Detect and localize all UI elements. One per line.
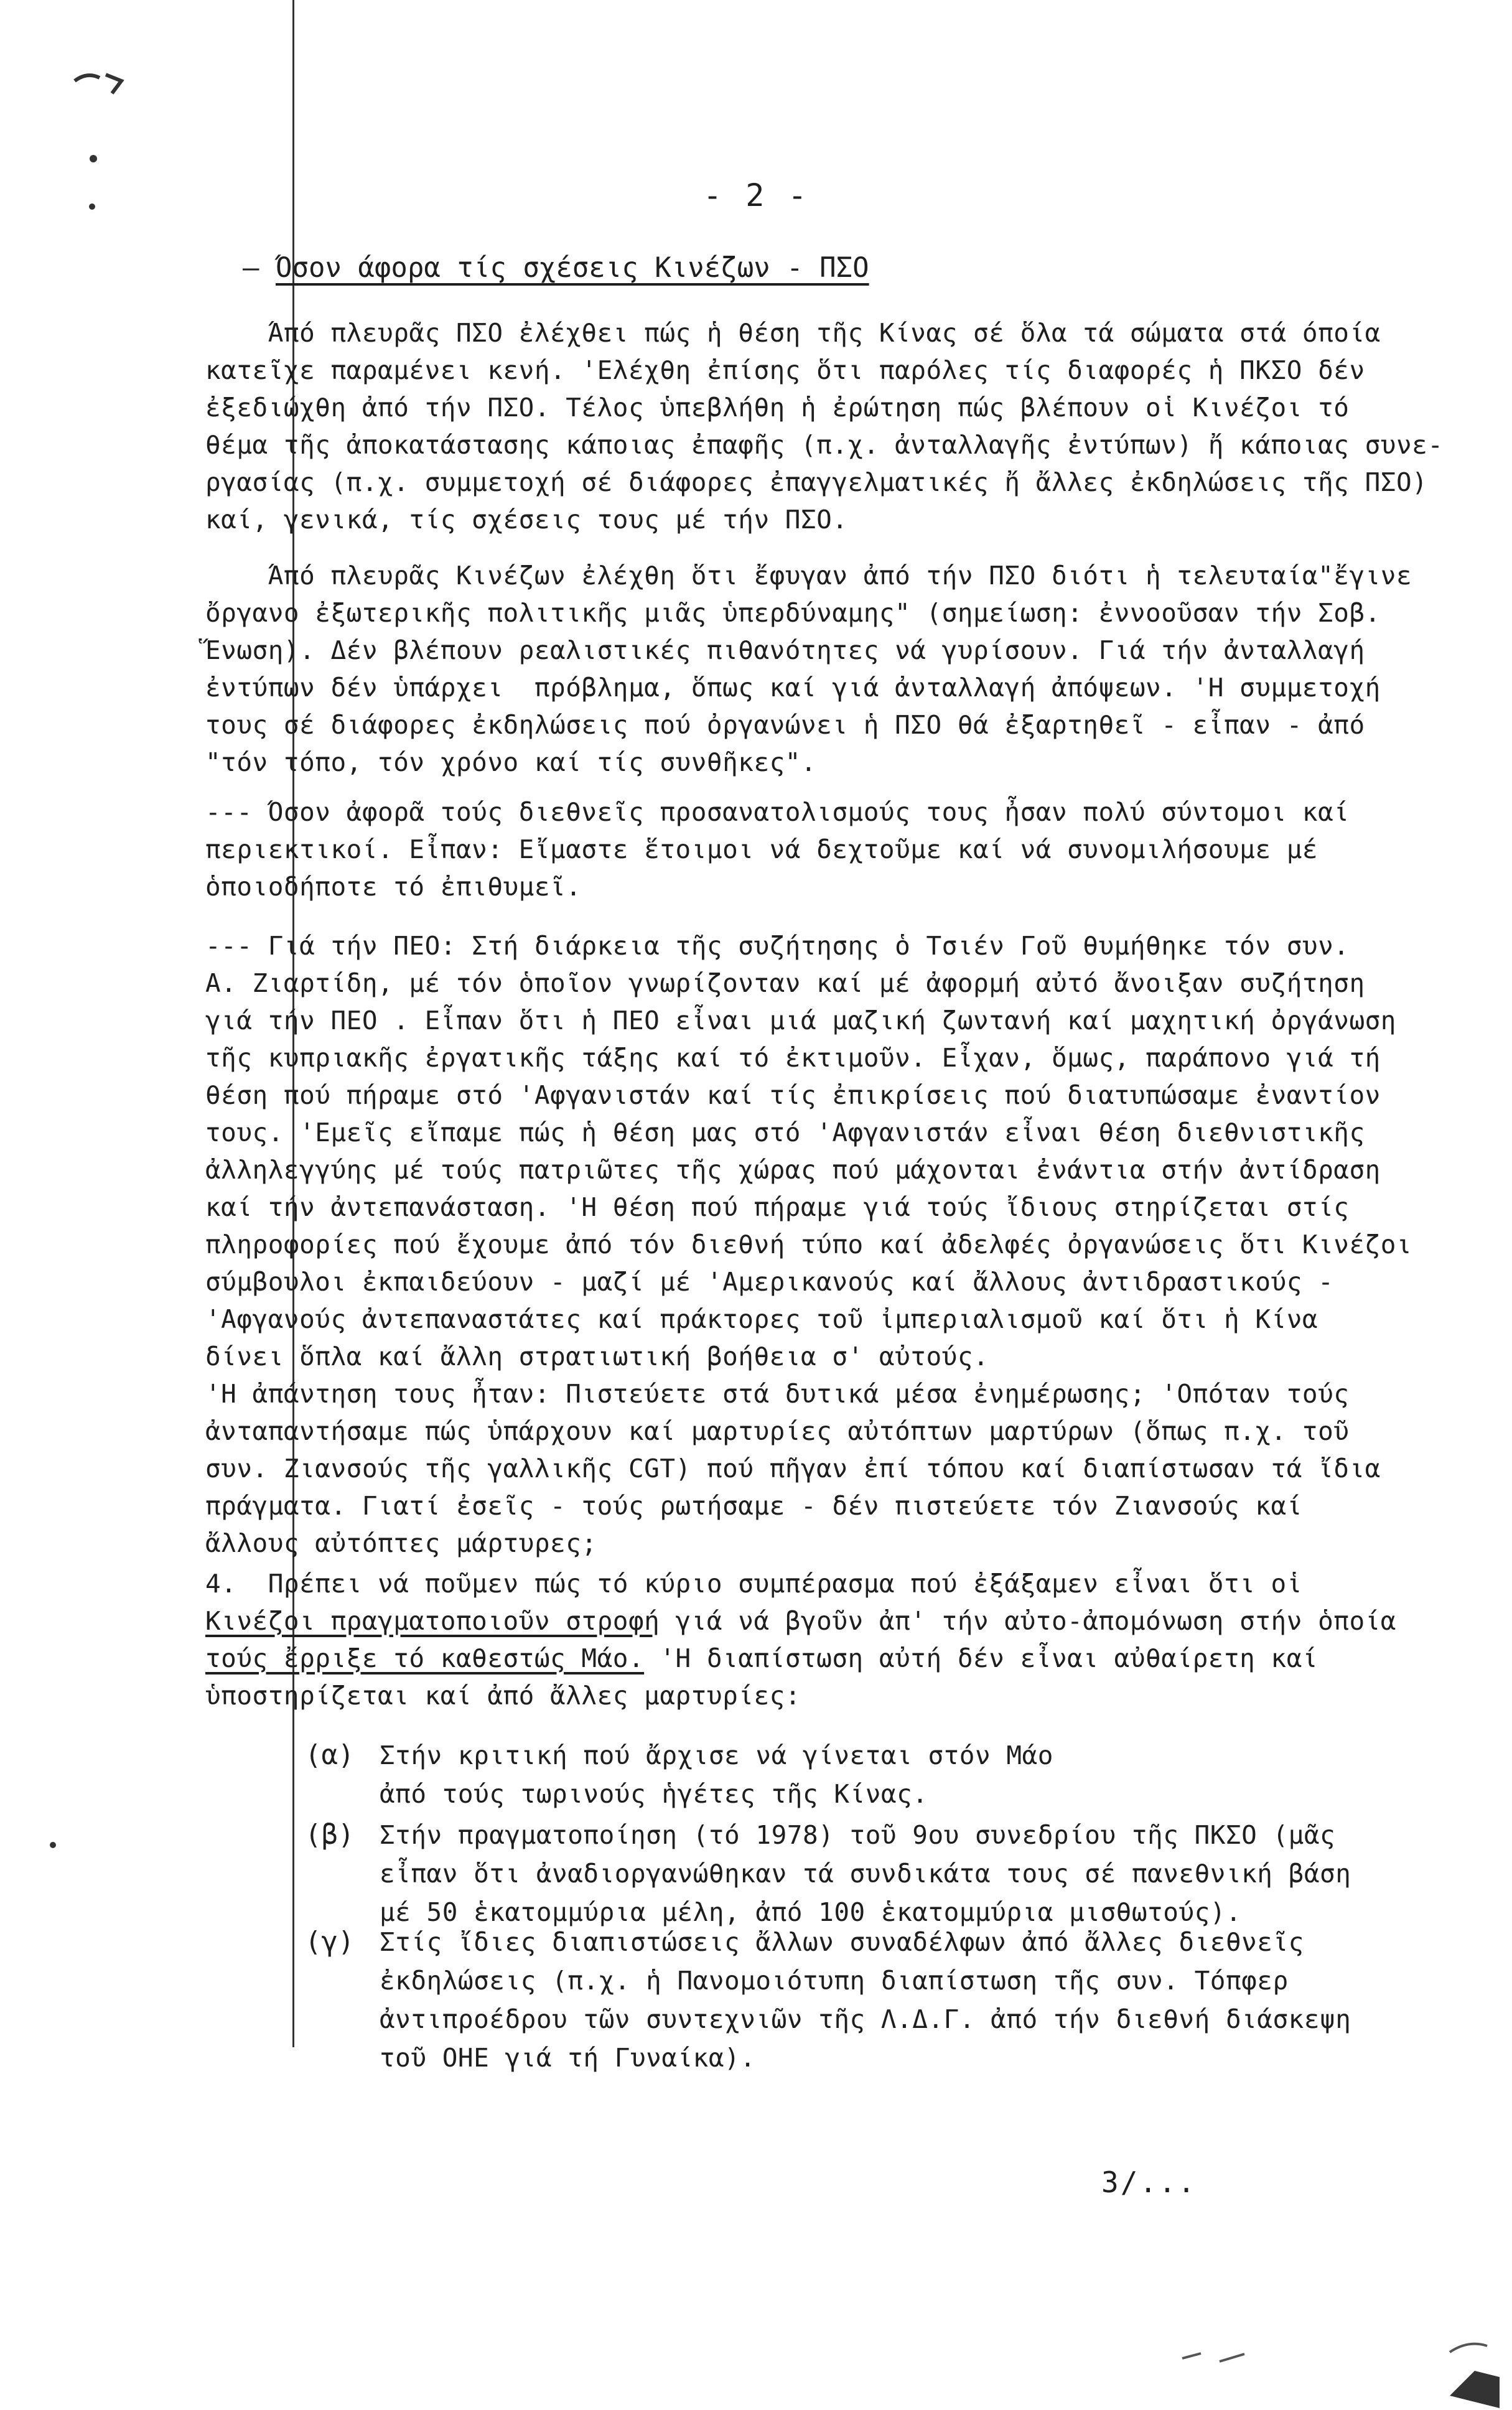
speck	[89, 203, 95, 210]
text-line: ἀλληλεγγύης μέ τούς πατριῶτες τῆς χώρας πού μάχονται ἐνάντια στήν ἀντίδραση	[205, 1155, 1381, 1185]
text-line: ἀντιπροέδρου τῶν συντεχνιῶν τῆς Λ.Δ.Γ. ἀπό τήν διεθνή διάσκεψη	[380, 2004, 1351, 2034]
edge-noise	[1450, 2371, 1500, 2408]
text-line: συν. Ζιανσούς τῆς γαλλικῆς CGT) πού πῆγαν ἐπί τόπου καί διαπίστωσαν τά ἴδια	[205, 1454, 1381, 1483]
underlined-phrase: Κινέζοι πραγματοποιοῦν στροφή	[205, 1606, 660, 1636]
text-line: καί τήν ἀντεπανάσταση. 'Η θέση πού πήραμε γιά τούς ἴδιους στηρίζεται στίς	[205, 1192, 1350, 1222]
text-line: θέμα τῆς ἀποκατάστασης κάποιας ἐπαφῆς (π.χ. ἀνταλλαγῆς ἐντύπων) ἤ κάποιας συνε-	[205, 430, 1444, 460]
text-line: "τόν τόπο, τόν χρόνο καί τίς συνθῆκες".	[205, 747, 817, 777]
text-line: Άπό πλευρᾶς ΠΣΟ ἐλέχθει πώς ἡ θέση τῆς Κίνας σέ ὅλα τά σώματα στά όποία	[205, 318, 1381, 348]
text-line: γιά τήν ΠΕΟ . Εἶπαν ὅτι ἡ ΠΕΟ εἶναι μιά μαζική ζωντανή καί μαχητική ὀργάνωση	[205, 1006, 1396, 1035]
text-line: ἐντύπων δέν ὑπάρχει πρόβλημα, ὅπως καί γιά ἀνταλλαγή ἀπόψεων. 'Η συμμετοχή	[205, 673, 1381, 703]
corner-mark	[75, 75, 121, 93]
text-line: Στίς ἴδιες διαπιστώσεις ἄλλων συναδέλφων ἀπό ἄλλες διεθνεῖς	[380, 1927, 1304, 1957]
text-line: δίνει ὅπλα καί ἄλλη στρατιωτική βοήθεια σ' αὐτούς.	[205, 1342, 989, 1371]
text-line: τοῦ ΟΗΕ γιά τή Γυναίκα).	[380, 2043, 756, 2073]
text-line: Ἕνωση). Δέν βλέπουν ρεαλιστικές πιθανότητες νά γυρίσουν. Γιά τήν ἀνταλλαγή	[205, 635, 1365, 665]
text-line: 'Αφγανούς ἀντεπαναστάτες καί πράκτορες τοῦ ἰμπεριαλισμοῦ καί ὅτι ἡ Κίνα	[205, 1304, 1318, 1334]
text-line: πληροφορίες πού ἔχουμε ἀπό τόν διεθνή τύπο καί ἀδελφές ὀργανώσεις ὅτι Κινέζοι	[205, 1230, 1412, 1259]
list-marker: (α)	[305, 1739, 355, 1771]
text-line: ργασίας (π.χ. συμμετοχή σέ διάφορες ἐπαγγελματικές ἤ ἄλλες ἐκδηλώσεις τῆς ΠΣΟ)	[205, 467, 1428, 497]
edge-noise	[1182, 2344, 1487, 2361]
text-line: 'Η ἀπάντηση τους ἦταν: Πιστεύετε στά δυτικά μέσα ἐνημέρωσης; 'Οπόταν τούς	[205, 1379, 1350, 1409]
text-line: Στήν πραγματοποίηση (τό 1978) τοῦ 9ου συνεδρίου τῆς ΠΚΣΟ (μᾶς	[380, 1820, 1336, 1850]
section-title: – Όσον άφορα τίς σχέσεις Κινέζων - ΠΣΟ	[243, 252, 869, 284]
text-run: 'Η διαπίστωση αὐτή δέν εἶναι αὐθαίρετη καί	[644, 1643, 1318, 1673]
page-number: - 2 -	[703, 177, 810, 213]
text-line: --- Όσον ἀφορᾶ τούς διεθνεῖς προσανατολισμούς τους ἦσαν πολύ σύντομοι καί	[205, 797, 1350, 827]
text-line: ἀνταπαντήσαμε πώς ὑπάρχουν καί μαρτυρίες αὐτόπτων μαρτύρων (ὅπως π.χ. τοῦ	[205, 1416, 1350, 1446]
text-line: θέση πού πήραμε στό 'Αφγανιστάν καί τίς ἐπικρίσεις πού διατυπώσαμε ἐναντίον	[205, 1080, 1381, 1110]
text-line: ἐκδηλώσεις (π.χ. ἡ Πανομοιότυπη διαπίστωση τῆς συν. Τόπφερ	[380, 1966, 1289, 1996]
list-marker: (γ)	[305, 1926, 355, 1958]
text-line: μέ 50 ἑκατομμύρια μέλη, ἀπό 100 ἑκατομμύρια μισθωτούς).	[380, 1897, 1242, 1927]
text-line: καί, γενικά, τίς σχέσεις τους μέ τήν ΠΣΟ.	[205, 505, 848, 535]
text-line: Άπό πλευρᾶς Κινέζων ἐλέχθη ὅτι ἔφυγαν ἀπό τήν ΠΣΟ διότι ἡ τελευταία"ἔγινε	[205, 561, 1412, 591]
section-title-text: Όσον άφορα τίς σχέσεις Κινέζων - ΠΣΟ	[275, 252, 869, 284]
text-line: κατεῖχε παραμένει κενή. 'Ελέχθη ἐπίσης ὅτι παρόλες τίς διαφορές ἡ ΠΚΣΟ δέν	[205, 355, 1365, 385]
text-line: ἐξεδιώχθη ἀπό τήν ΠΣΟ. Τέλος ὑπεβλήθη ἡ ἐρώτηση πώς βλέπουν οἱ Κινέζοι τό	[205, 393, 1350, 423]
text-line: ὁποιοδήποτε τό ἐπιθυμεῖ.	[205, 872, 582, 902]
text-line: ἀπό τούς τωρινούς ἡγέτες τῆς Κίνας.	[380, 1779, 928, 1809]
text-line: τους σέ διάφορες ἐκδηλώσεις πού ὀργανώνει ἡ ΠΣΟ θά ἐξαρτηθεῖ - εἶπαν - ἀπό	[205, 710, 1365, 740]
text-line: 4. Πρέπει νά ποῦμεν πώς τό κύριο συμπέρασμα πού ἐξάξαμεν εἶναι ὅτι οἱ	[205, 1569, 1302, 1599]
text-run: γιά νά βγοῦν ἀπ' τήν αὐτο-ἀπομόνωση στήν ὁποία	[660, 1606, 1396, 1636]
text-line: τῆς κυπριακῆς ἐργατικῆς τάξης καί τό ἐκτιμοῦν. Εἶχαν, ὅμως, παράπονο γιά τή	[205, 1043, 1381, 1073]
text-line: σύμβουλοι ἐκπαιδεύουν - μαζί μέ 'Αμερικανούς καί ἄλλους ἀντιδραστικούς -	[205, 1267, 1334, 1297]
text-line: πράγματα. Γιατί ἐσεῖς - τούς ρωτήσαμε - δέν πιστεύετε τόν Ζιανσούς καί	[205, 1491, 1302, 1521]
speck	[50, 1842, 56, 1848]
text-line: Α. Ζιαρτίδη, μέ τόν ὁποῖον γνωρίζονταν καί μέ ἀφορμή αὐτό ἄνοιξαν συζήτηση	[205, 968, 1365, 998]
text-line: Στήν κριτική πού ἄρχισε νά γίνεται στόν Μάο	[380, 1740, 1053, 1770]
text-line: --- Γιά τήν ΠΕΟ: Στή διάρκεια τῆς συζήτησης ὁ Τσιέν Γοῦ θυμήθηκε τόν συν.	[205, 931, 1350, 961]
speck	[90, 155, 97, 162]
list-marker: (β)	[305, 1819, 355, 1851]
continuation-mark: 3/...	[1101, 2165, 1197, 2199]
text-line: εἶπαν ὅτι ἀναδιοργανώθηκαν τά συνδικάτα τους σέ πανεθνική βάση	[380, 1859, 1351, 1889]
text-line: ὄργανο ἐξωτερικῆς πολιτικῆς μιᾶς ὑπερδύναμης" (σημείωση: ἐννοοῦσαν τήν Σοβ.	[205, 598, 1381, 628]
underlined-phrase: τούς ἔρριξε τό καθεστώς Μάο.	[205, 1643, 645, 1673]
text-line: περιεκτικοί. Εἶπαν: Εἴμαστε ἕτοιμοι νά δεχτοῦμε καί νά συνομιλήσουμε μέ	[205, 834, 1318, 864]
text-line: τους. 'Εμεῖς εἴπαμε πώς ἡ θέση μας στό 'Αφγανιστάν εἶναι θέση διεθνιστικῆς	[205, 1118, 1365, 1147]
text-line: ἄλλους αὐτόπτες μάρτυρες;	[205, 1528, 597, 1558]
text-line: ὑποστηρίζεται καί ἀπό ἄλλες μαρτυρίες:	[205, 1681, 801, 1711]
